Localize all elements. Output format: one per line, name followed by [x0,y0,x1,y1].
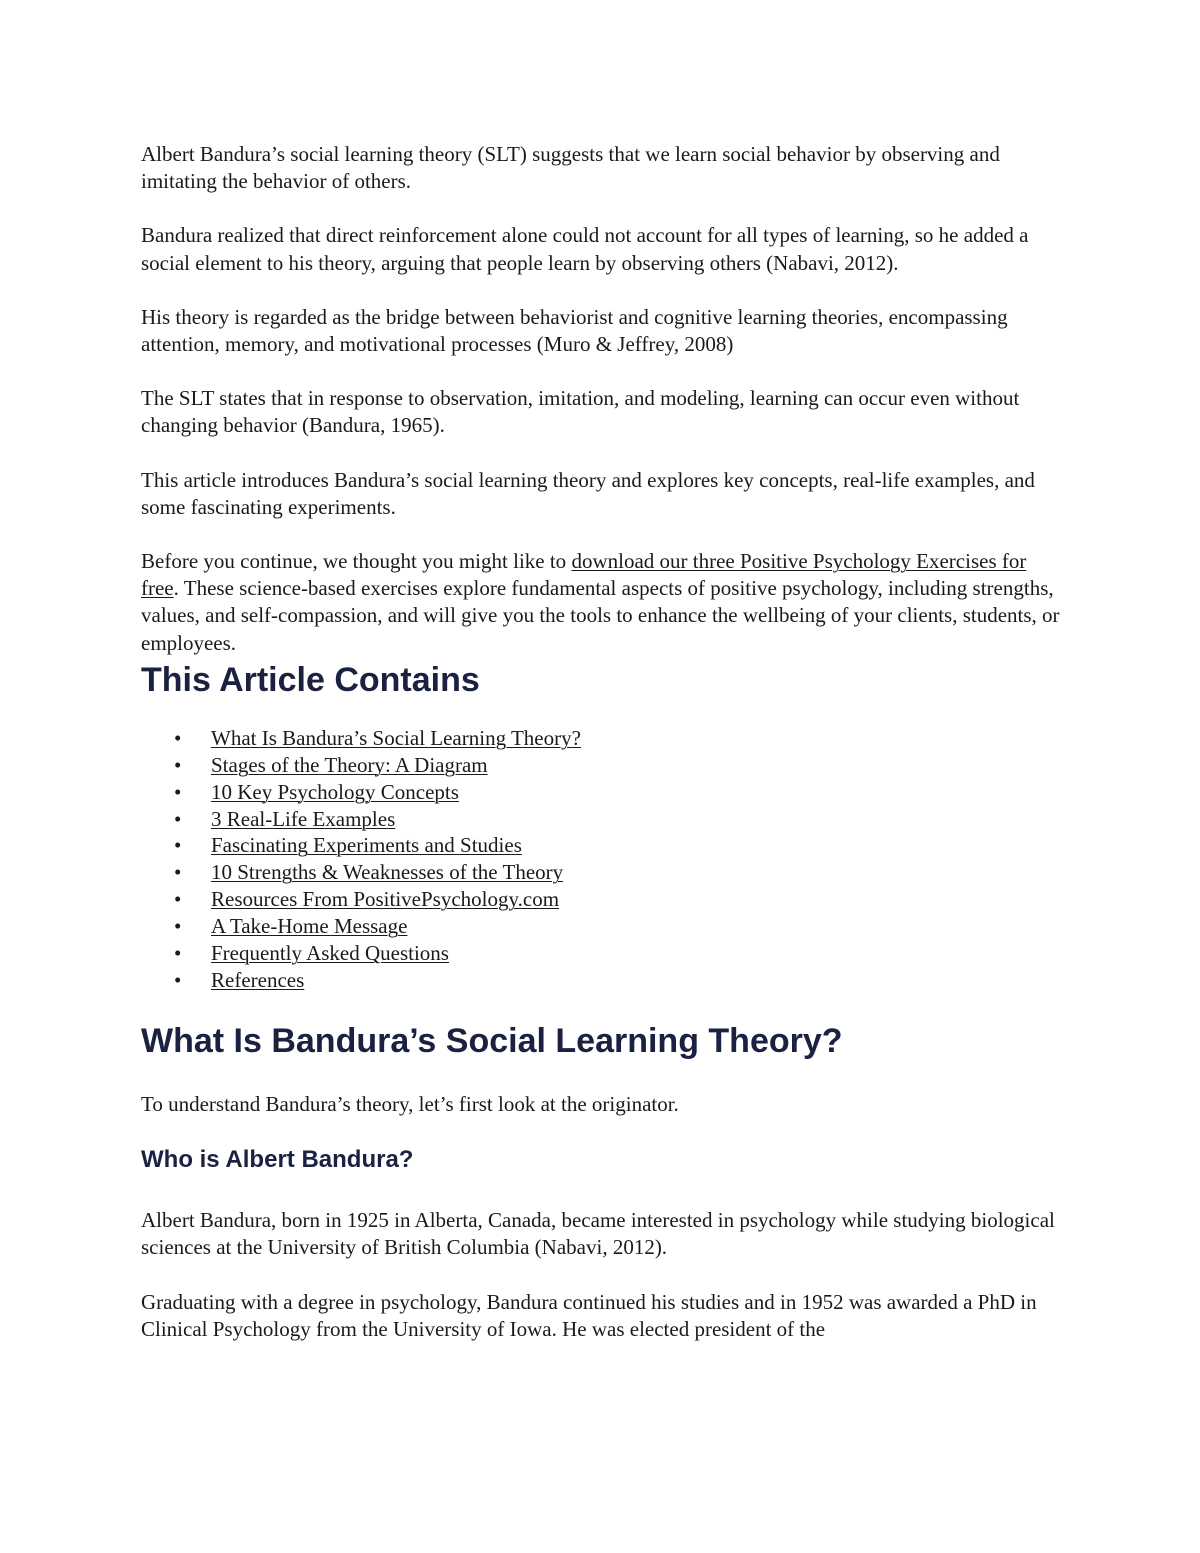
toc-item [141,779,1066,806]
intro-paragraph-6 [141,548,1066,657]
intro-paragraph-5: This article introduces Bandura’s social learning theory and explores key concepts, real-life examples, and some fascinating experiments. [141,467,1035,519]
bullet-icon: • [174,914,182,939]
toc-link-references[interactable]: References [211,968,305,992]
bullet-icon: • [174,941,182,966]
section-heading: What Is Bandura’s Social Learning Theory? [141,1021,843,1060]
section-paragraph-1: To understand Bandura’s theory, let’s first look at the originator. [141,1091,679,1116]
bullet-icon: • [174,752,182,777]
bullet-icon: • [174,860,182,885]
toc-item [141,752,1066,779]
toc-link-faq[interactable]: Frequently Asked Questions [211,941,449,966]
bullet-icon: • [174,779,182,804]
subsection-heading: Who is Albert Bandura? [141,1146,414,1174]
spacer [141,994,1066,1000]
toc-list [141,725,1066,994]
intro-paragraph-6-text-before: Before you continue, we thought you might like to [141,549,572,574]
section-paragraph-3: Graduating with a degree in psychology, Bandura continued his studies and in 1952 was awarded a PhD in Clinical Psychology from the University of Iowa. He was elected president of the [141,1289,1037,1341]
toc-item [141,967,1066,994]
toc-link-take-home[interactable]: A Take-Home Message [211,914,408,939]
toc-link-real-life-examples[interactable]: 3 Real-Life Examples [211,806,396,831]
intro-paragraph-3: His theory is regarded as the bridge between behaviorist and cognitive learning theories, encompassing attention, memory, and motivational processes (Muro & Jeffrey, 2008) [141,304,1008,357]
toc-link-strengths-weaknesses[interactable]: 10 Strengths & Weaknesses of the Theory [211,860,564,885]
toc-item [141,832,1066,859]
toc-item [141,859,1066,886]
intro-paragraph-2: Bandura realized that direct reinforcement alone could not account for all types of learning, so he added a social element to his theory, arguing that people learn by observing others (Nabavi, 2012). [141,223,1029,275]
toc-link-key-concepts[interactable]: 10 Key Psychology Concepts [211,779,459,804]
bullet-icon: • [174,725,182,750]
download-exercises-link[interactable]: download our three Positive Psychology Exercises for free [141,549,1027,601]
toc-item [141,725,1066,752]
bullet-icon: • [174,833,182,858]
section-paragraph-2: Albert Bandura, born in 1925 in Alberta, Canada, became interested in psychology while studying biological sciences at the University of British Columbia (Nabavi, 2012). [141,1208,1055,1260]
toc-link-experiments[interactable]: Fascinating Experiments and Studies [211,833,522,858]
toc-item [141,886,1066,913]
toc-item [141,913,1066,940]
bullet-icon: • [174,806,182,831]
bullet-icon: • [174,887,182,912]
toc-item [141,940,1066,967]
document-page [141,141,1066,1370]
intro-paragraph-6-text-after: . These science-based exercises explore fundamental aspects of positive psychology, including strengths, values, and self-compassion, and will give you the tools to enhance the wellbeing of your clients, students, or employees. [141,576,1060,655]
bullet-icon: • [174,968,182,992]
toc-link-what-is-slt[interactable]: What Is Bandura’s Social Learning Theory? [211,725,581,750]
intro-paragraph-4: The SLT states that in response to observation, imitation, and modeling, learning can occur even without changing behavior (Bandura, 1965). [141,386,1020,438]
toc-link-resources[interactable]: Resources From PositivePsychology.com [211,887,560,912]
toc-heading: This Article Contains [141,660,480,699]
intro-paragraph-1: Albert Bandura’s social learning theory (SLT) suggests that we learn social behavior by observing and imitating the behavior of others. [141,142,1000,194]
toc-item [141,806,1066,833]
toc-link-stages-diagram[interactable]: Stages of the Theory: A Diagram [211,752,488,777]
